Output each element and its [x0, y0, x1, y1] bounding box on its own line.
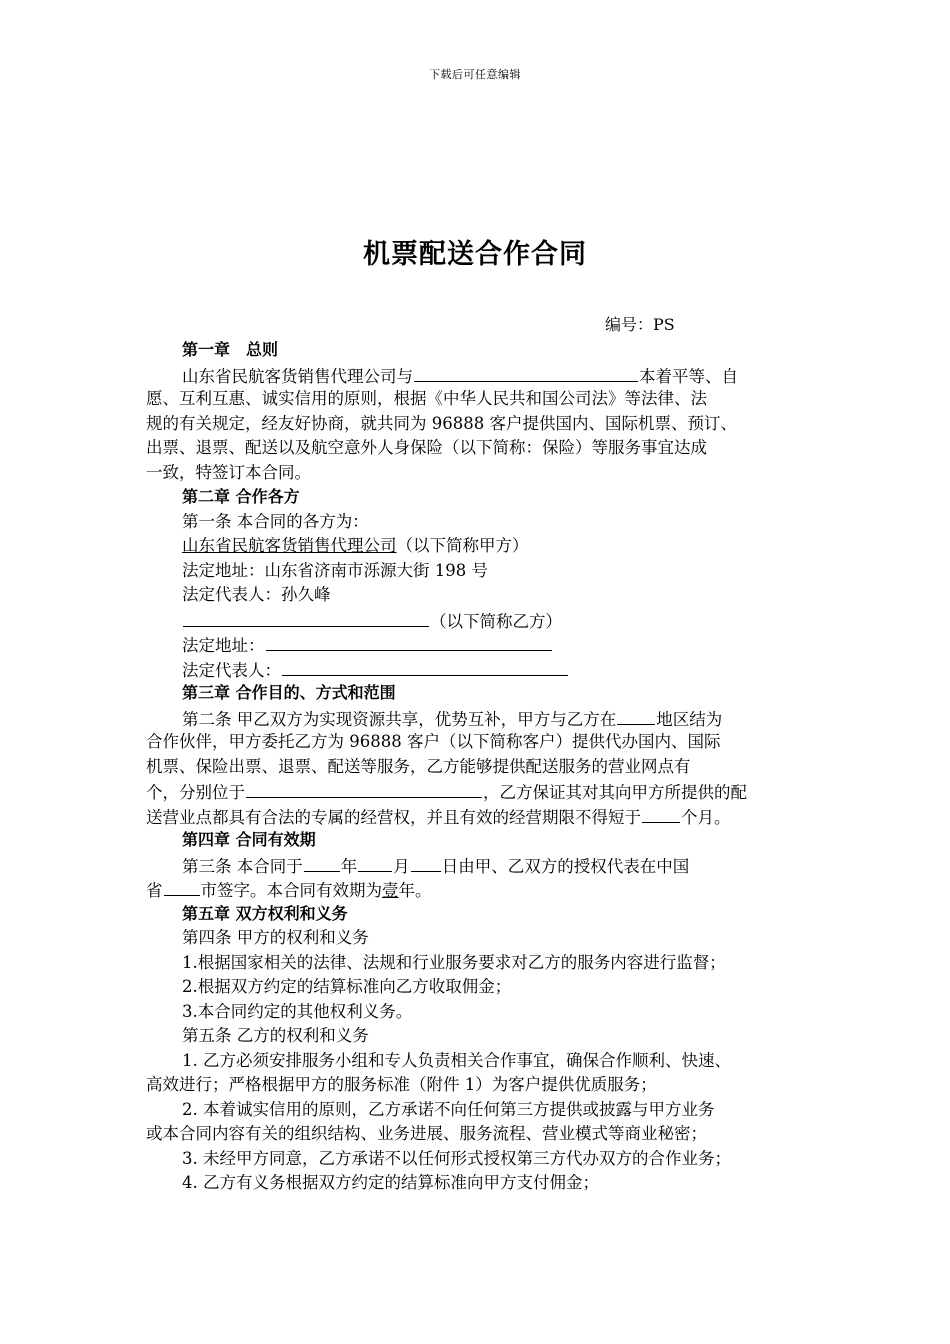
article-5-item-1a: 1. 乙方必须安排服务小组和专人负责相关合作事宜，确保合作顺利、快速、 [182, 1050, 731, 1070]
article-2-line-5 [146, 804, 806, 829]
text-segment: 年。 [398, 881, 432, 900]
party-b-name-blank [414, 363, 638, 382]
months-blank [642, 804, 680, 823]
party-b-address [146, 632, 806, 657]
article-4-heading: 第四条 甲方的权利和义务 [182, 928, 369, 947]
region-blank [617, 706, 655, 725]
article-5-item-4: 4. 乙方有义务根据双方约定的结算标准向甲方支付佣金； [182, 1173, 599, 1192]
article-1-heading: 第一条 本合同的各方为： [182, 511, 369, 531]
text-segment: 个，分别位于 [146, 783, 245, 802]
party-a-line [146, 534, 806, 559]
text-segment: 市签字。本合同有效期为 [200, 881, 382, 900]
article-4-item-1: 1.根据国家相关的法律、法规和行业服务要求对乙方的服务内容进行监督； [182, 952, 726, 972]
text-segment: 地区结为 [656, 709, 723, 729]
article-5-item-3: 3. 未经甲方同意，乙方承诺不以任何形式授权第三方代办双方的合作业务； [182, 1148, 731, 1168]
article-4-item-2: 2.根据双方约定的结算标准向乙方收取佣金； [182, 977, 512, 996]
text-segment: 送营业点都具有合法的专属的经营权，并且有效的经营期限不得短于 [146, 807, 641, 827]
text-segment: 山东省民航客货销售代理公司与 [182, 366, 413, 386]
contract-body [146, 338, 806, 1196]
day-blank [411, 853, 441, 872]
paragraph-1-line-1 [146, 363, 806, 388]
text-segment: ，乙方保证其对其向甲方所提供的配 [483, 783, 747, 802]
text-segment: 年 [340, 856, 358, 876]
chapter-1-heading: 第一章 总则 [182, 340, 279, 359]
chapter-2-heading: 第二章 合作各方 [182, 487, 300, 506]
paragraph-1-line-2: 愿、互利互惠、诚实信用的原则，根据《中华人民共和国公司法》等法律、法 [146, 389, 707, 408]
party-a-suffix: （以下简称甲方） [396, 536, 529, 555]
text-segment: 第三条 本合同于 [182, 856, 303, 876]
party-b-representative [146, 657, 806, 682]
article-5-item-2a: 2. 本着诚实信用的原则，乙方承诺不向任何第三方提供或披露与甲方业务 [182, 1099, 715, 1119]
month-blank [358, 853, 392, 872]
text-segment: 日由甲、乙双方的授权代表在中国 [441, 856, 690, 876]
paragraph-1-line-5: 一致，特签订本合同。 [146, 462, 311, 482]
article-2-line-3: 机票、保险出票、退票、配送等服务，乙方能够提供配送服务的营业网点有 [146, 756, 691, 776]
chapter-3-heading: 第三章 合作目的、方式和范围 [182, 683, 396, 702]
contract-number: 编号：PS [605, 315, 675, 334]
contract-term: 壹 [382, 881, 399, 900]
article-2-line-4 [146, 779, 806, 804]
article-5-item-1b: 高效进行；严格根据甲方的服务标准（附件 1）为客户提供优质服务； [146, 1075, 657, 1094]
text-segment: 本着平等、自 [639, 366, 738, 386]
text-segment: 第二条 甲乙双方为实现资源共享，优势互补，甲方与乙方在 [182, 709, 617, 729]
article-4-item-3: 3.本合同约定的其他权利义务。 [182, 1001, 413, 1021]
article-5-item-2b: 或本合同内容有关的组织结构、业务进展、服务流程、营业模式等商业秘密； [146, 1124, 707, 1143]
party-b-line [146, 608, 806, 633]
party-b-name-blank [183, 608, 429, 627]
party-b-rep-blank [282, 657, 568, 676]
year-blank [304, 853, 340, 872]
paragraph-1-line-3: 规的有关规定，经友好协商，就共同为 96888 客户提供国内、国际机票、预订、 [146, 413, 737, 433]
header-note: 下载后可任意编辑 [429, 68, 521, 81]
party-b-address-blank [266, 632, 552, 651]
article-2-line-1 [146, 706, 806, 731]
city-blank [164, 877, 200, 896]
document-title: 机票配送合作合同 [363, 239, 587, 270]
article-3-line-1 [146, 853, 806, 878]
article-2-line-2: 合作伙伴，甲方委托乙方为 96888 客户（以下简称客户）提供代办国内、国际 [146, 732, 721, 751]
chapter-4-heading: 第四章 合同有效期 [182, 830, 316, 849]
text-segment: 法定代表人： [182, 660, 281, 680]
text-segment: 个月。 [681, 807, 731, 827]
location-blank [246, 779, 482, 798]
party-a-representative: 法定代表人：孙久峰 [182, 585, 331, 604]
text-segment: 省 [146, 881, 163, 900]
text-segment: 法定地址： [182, 636, 265, 655]
chapter-5-heading: 第五章 双方权利和义务 [182, 903, 348, 923]
article-5-heading: 第五条 乙方的权利和义务 [182, 1026, 369, 1045]
text-segment: 月 [393, 856, 410, 876]
party-b-suffix: （以下简称乙方） [430, 611, 562, 631]
party-a-address: 法定地址：山东省济南市泺源大街 198 号 [182, 560, 488, 580]
paragraph-1-line-4: 出票、退票、配送以及航空意外人身保险（以下简称：保险）等服务事宜达成 [146, 438, 707, 457]
party-a-name: 山东省民航客货销售代理公司 [182, 536, 397, 555]
article-3-line-2 [146, 877, 806, 902]
